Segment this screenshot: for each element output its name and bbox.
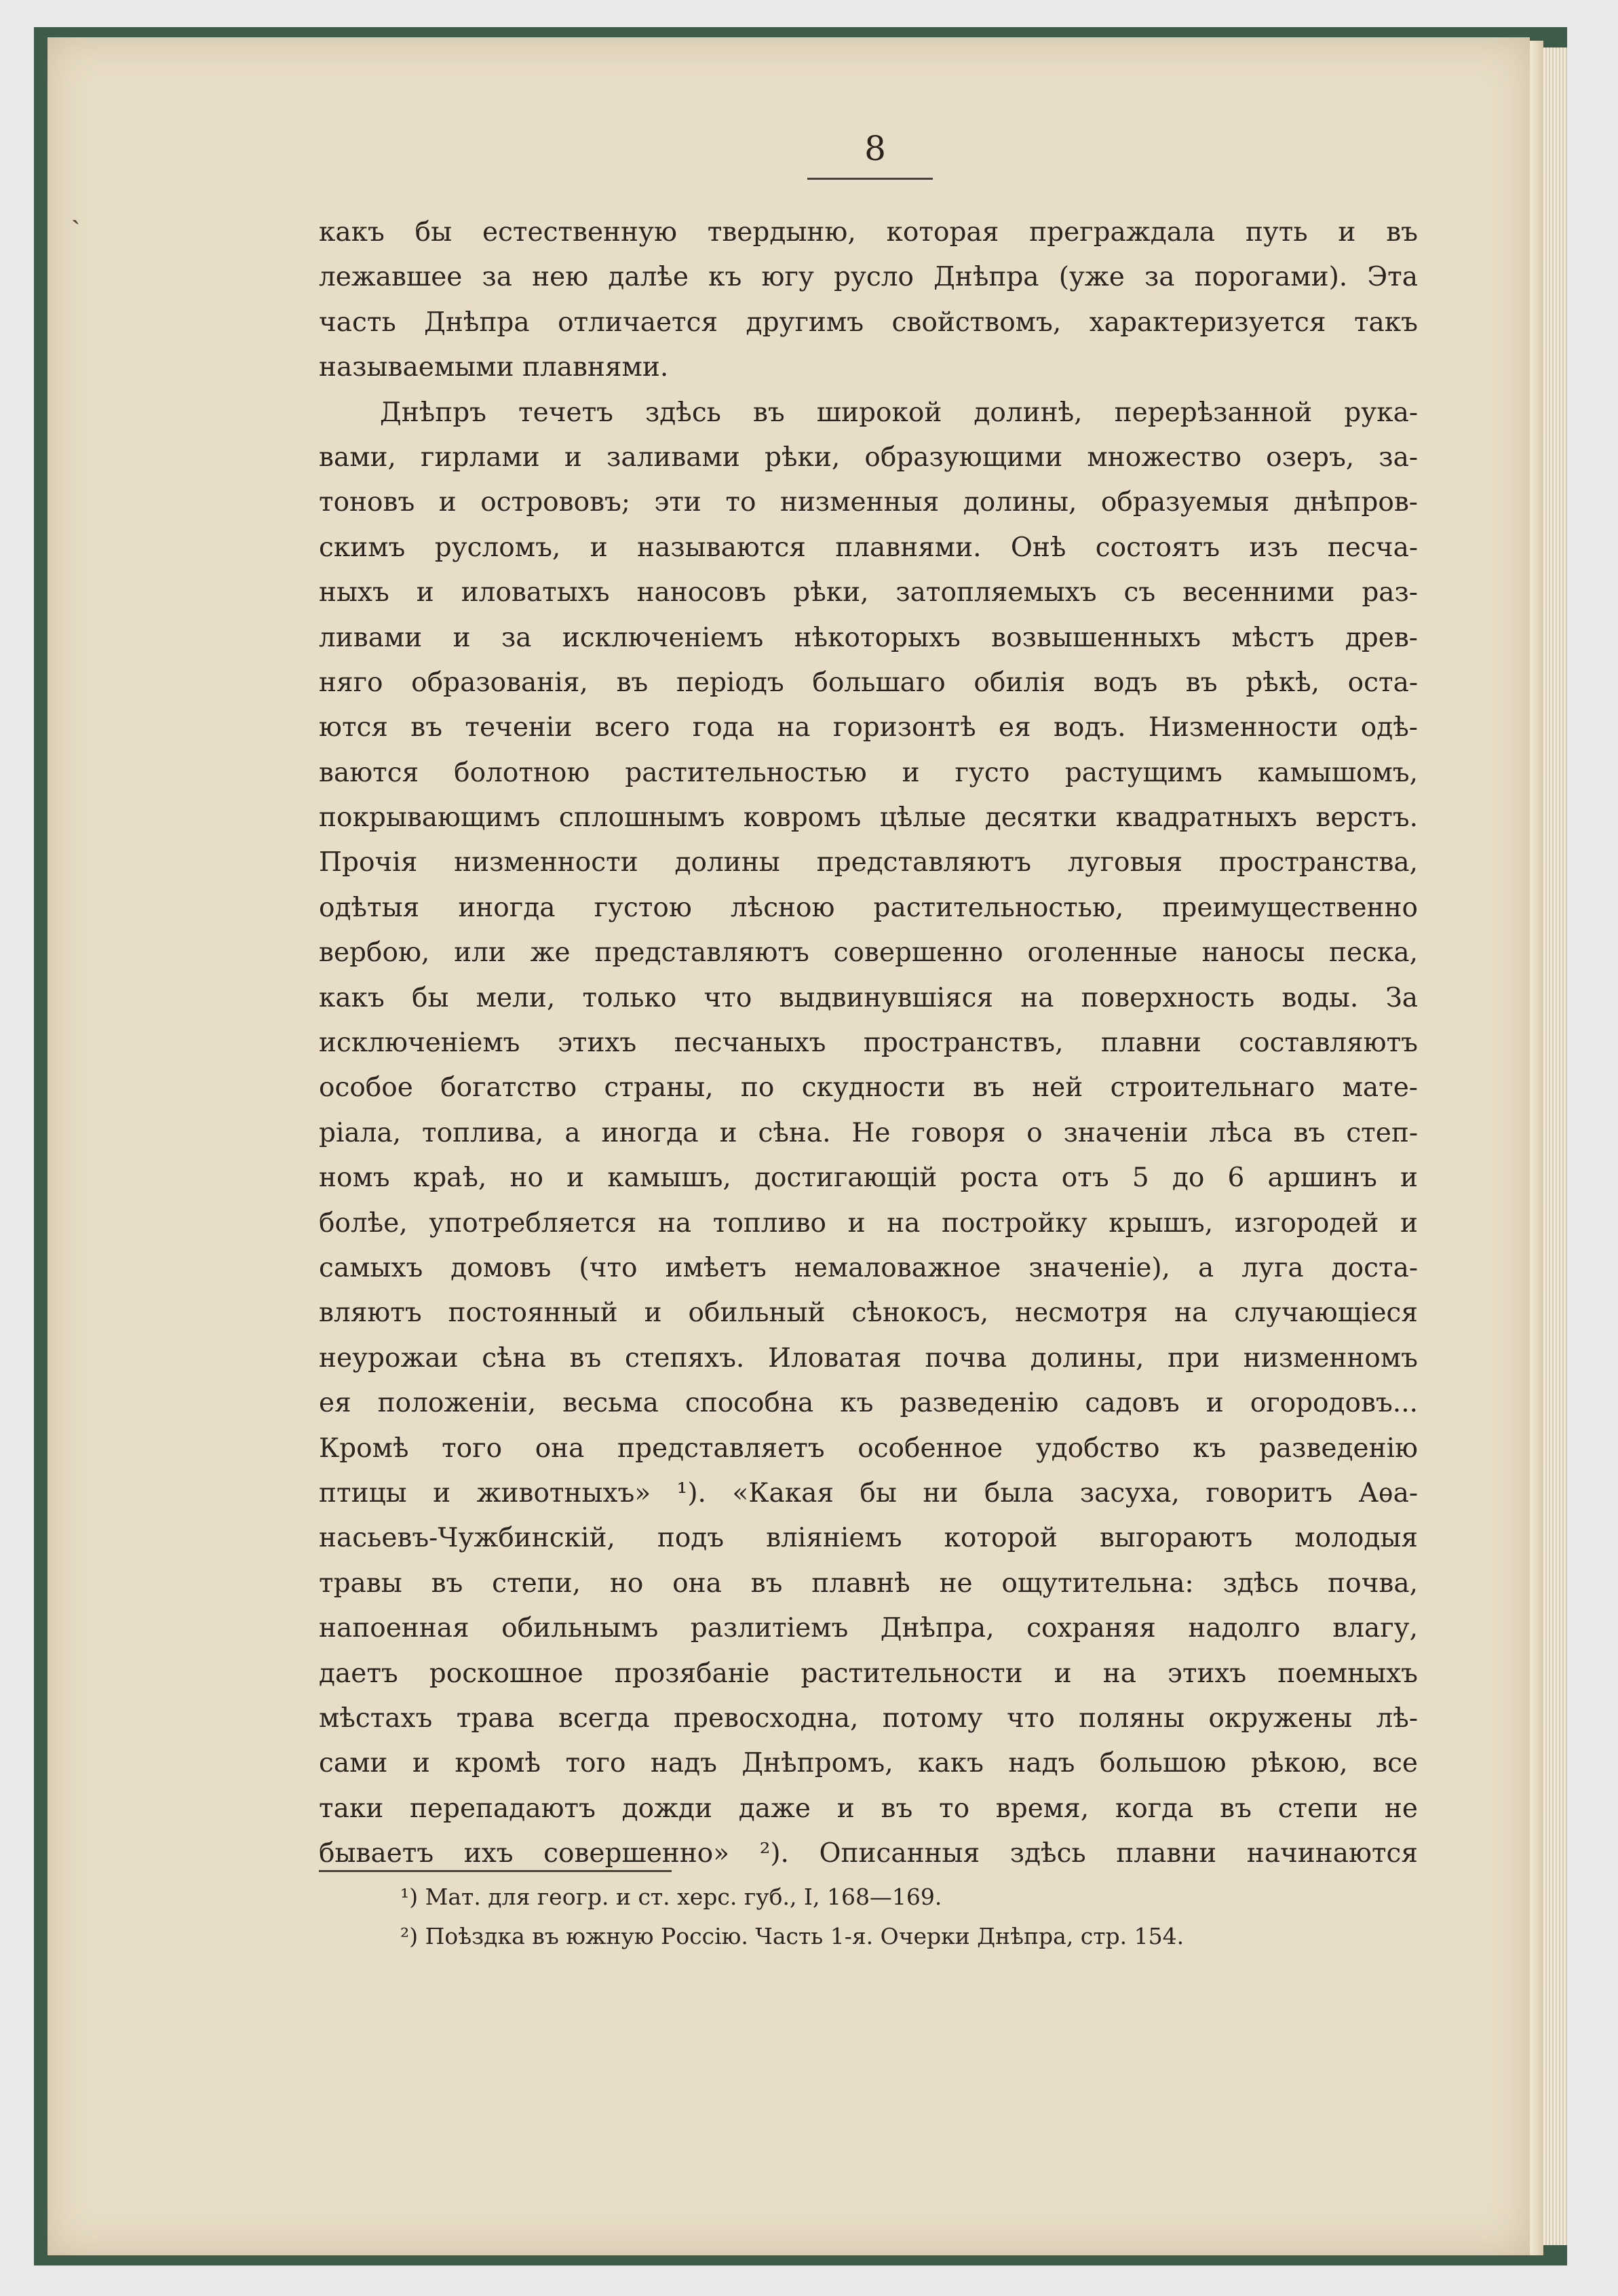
text-line: ріала, топлива, а иногда и сѣна. Не говоря о значеніи лѣса въ степ- <box>319 1117 1418 1148</box>
text-line: часть Днѣпра отличается другимъ свойствомъ, характеризуется такъ <box>319 307 1418 338</box>
text-line: тоновъ и острововъ; эти то низменныя долины, образуемыя днѣпров- <box>319 487 1418 518</box>
text-line: вляютъ постоянный и обильный сѣнокосъ, несмотря на случающіеся <box>319 1298 1418 1329</box>
text-line: номъ краѣ, но и камышъ, достигающій роста отъ 5 до 6 аршинъ и <box>319 1163 1418 1194</box>
text-line: насьевъ-Чужбинскій, подъ вліяніемъ которой выгораютъ молодыя <box>319 1523 1418 1554</box>
text-line: Днѣпръ течетъ здѣсь въ широкой долинѣ, перерѣзанной рука- <box>380 397 1418 428</box>
text-line: самыхъ домовъ (что имѣетъ немаловажное значеніе), а луга доста- <box>319 1252 1418 1283</box>
text-line: какъ бы мели, только что выдвинувшіяся на поверхность воды. За <box>319 982 1418 1013</box>
text-line: вербою, или же представляютъ совершенно оголенные наносы песка, <box>319 937 1418 969</box>
page-number-rule <box>807 178 933 180</box>
footnote-2: ²) Поѣздка въ южную Россію. Часть 1-я. Очерки Днѣпра, стр. 154. <box>400 1923 1184 1949</box>
text-line: одѣтыя иногда густою лѣсною растительностью, преимущественно <box>319 892 1418 923</box>
text-line: няго образованія, въ періодъ большаго обилія водъ въ рѣкѣ, оста- <box>319 667 1418 698</box>
text-line: называемыми плавнями. <box>319 352 669 383</box>
text-line: бываетъ ихъ совершенно» ²). Описанныя здѣсь плавни начинаются <box>319 1838 1418 1869</box>
footnote-1: ¹) Мат. для геогр. и ст. херс. губ., I, 168—169. <box>400 1884 942 1910</box>
text-line: особое богатство страны, по скудности въ ней строительнаго мате- <box>319 1072 1418 1104</box>
text-line: ливами и за исключеніемъ нѣкоторыхъ возвышенныхъ мѣстъ древ- <box>319 622 1418 653</box>
text-line: птицы и животныхъ» ¹). «Какая бы ни была засуха, говоритъ Аѳа- <box>319 1477 1418 1509</box>
text-line: покрывающимъ сплошнымъ ковромъ цѣлые десятки квадратныхъ верстъ. <box>319 802 1418 834</box>
text-line: Кромѣ того она представляетъ особенное удобство къ разведенію <box>319 1433 1418 1464</box>
text-line: болѣе, употребляется на топливо и на постройку крышъ, изгородей и <box>319 1207 1418 1239</box>
text-line: лежавшее за нею далѣе къ югу русло Днѣпра (уже за порогами). Эта <box>319 262 1418 293</box>
footnotes <box>400 1877 1350 1956</box>
text-line: таки перепадаютъ дожди даже и въ то время, когда въ степи не <box>319 1793 1418 1824</box>
text-line: вами, гирлами и заливами рѣки, образующими множество озеръ, за- <box>319 442 1418 473</box>
body-text <box>319 210 1418 1876</box>
text-line: мѣстахъ трава всегда превосходна, потому что поляны окружены лѣ- <box>319 1702 1418 1734</box>
text-line: травы въ степи, но она въ плавнѣ не ощутительна: здѣсь почва, <box>319 1568 1418 1599</box>
page-number: 8 <box>864 129 886 168</box>
text-line: неурожаи сѣна въ степяхъ. Иловатая почва долины, при низменномъ <box>319 1342 1418 1374</box>
footnote-rule <box>319 1870 672 1872</box>
text-line: какъ бы естественную твердыню, которая преграждала путь и въ <box>319 217 1418 248</box>
text-line: Прочія низменности долины представляютъ луговыя пространства, <box>319 847 1418 878</box>
text-line: скимъ русломъ, и называются плавнями. Онѣ состоятъ изъ песча- <box>319 532 1418 563</box>
margin-mark: ˎ <box>71 194 81 225</box>
text-line: ныхъ и иловатыхъ наносовъ рѣки, затопляемыхъ съ весенними раз- <box>319 577 1418 608</box>
text-line: ются въ теченіи всего года на горизонтѣ ея водъ. Низменности одѣ- <box>319 712 1418 743</box>
text-line: даетъ роскошное прозябаніе растительности и на этихъ поемныхъ <box>319 1658 1418 1689</box>
text-line: ея положеніи, весьма способна къ разведенію садовъ и огородовъ... <box>319 1388 1418 1419</box>
text-line: исключеніемъ этихъ песчаныхъ пространствъ, плавни составляютъ <box>319 1028 1418 1059</box>
text-line: напоенная обильнымъ разлитіемъ Днѣпра, сохраняя надолго влагу, <box>319 1613 1418 1644</box>
text-line: ваются болотною растительностью и густо растущимъ камышомъ, <box>319 757 1418 788</box>
text-line: сами и кромѣ того надъ Днѣпромъ, какъ надъ большою рѣкою, все <box>319 1748 1418 1779</box>
